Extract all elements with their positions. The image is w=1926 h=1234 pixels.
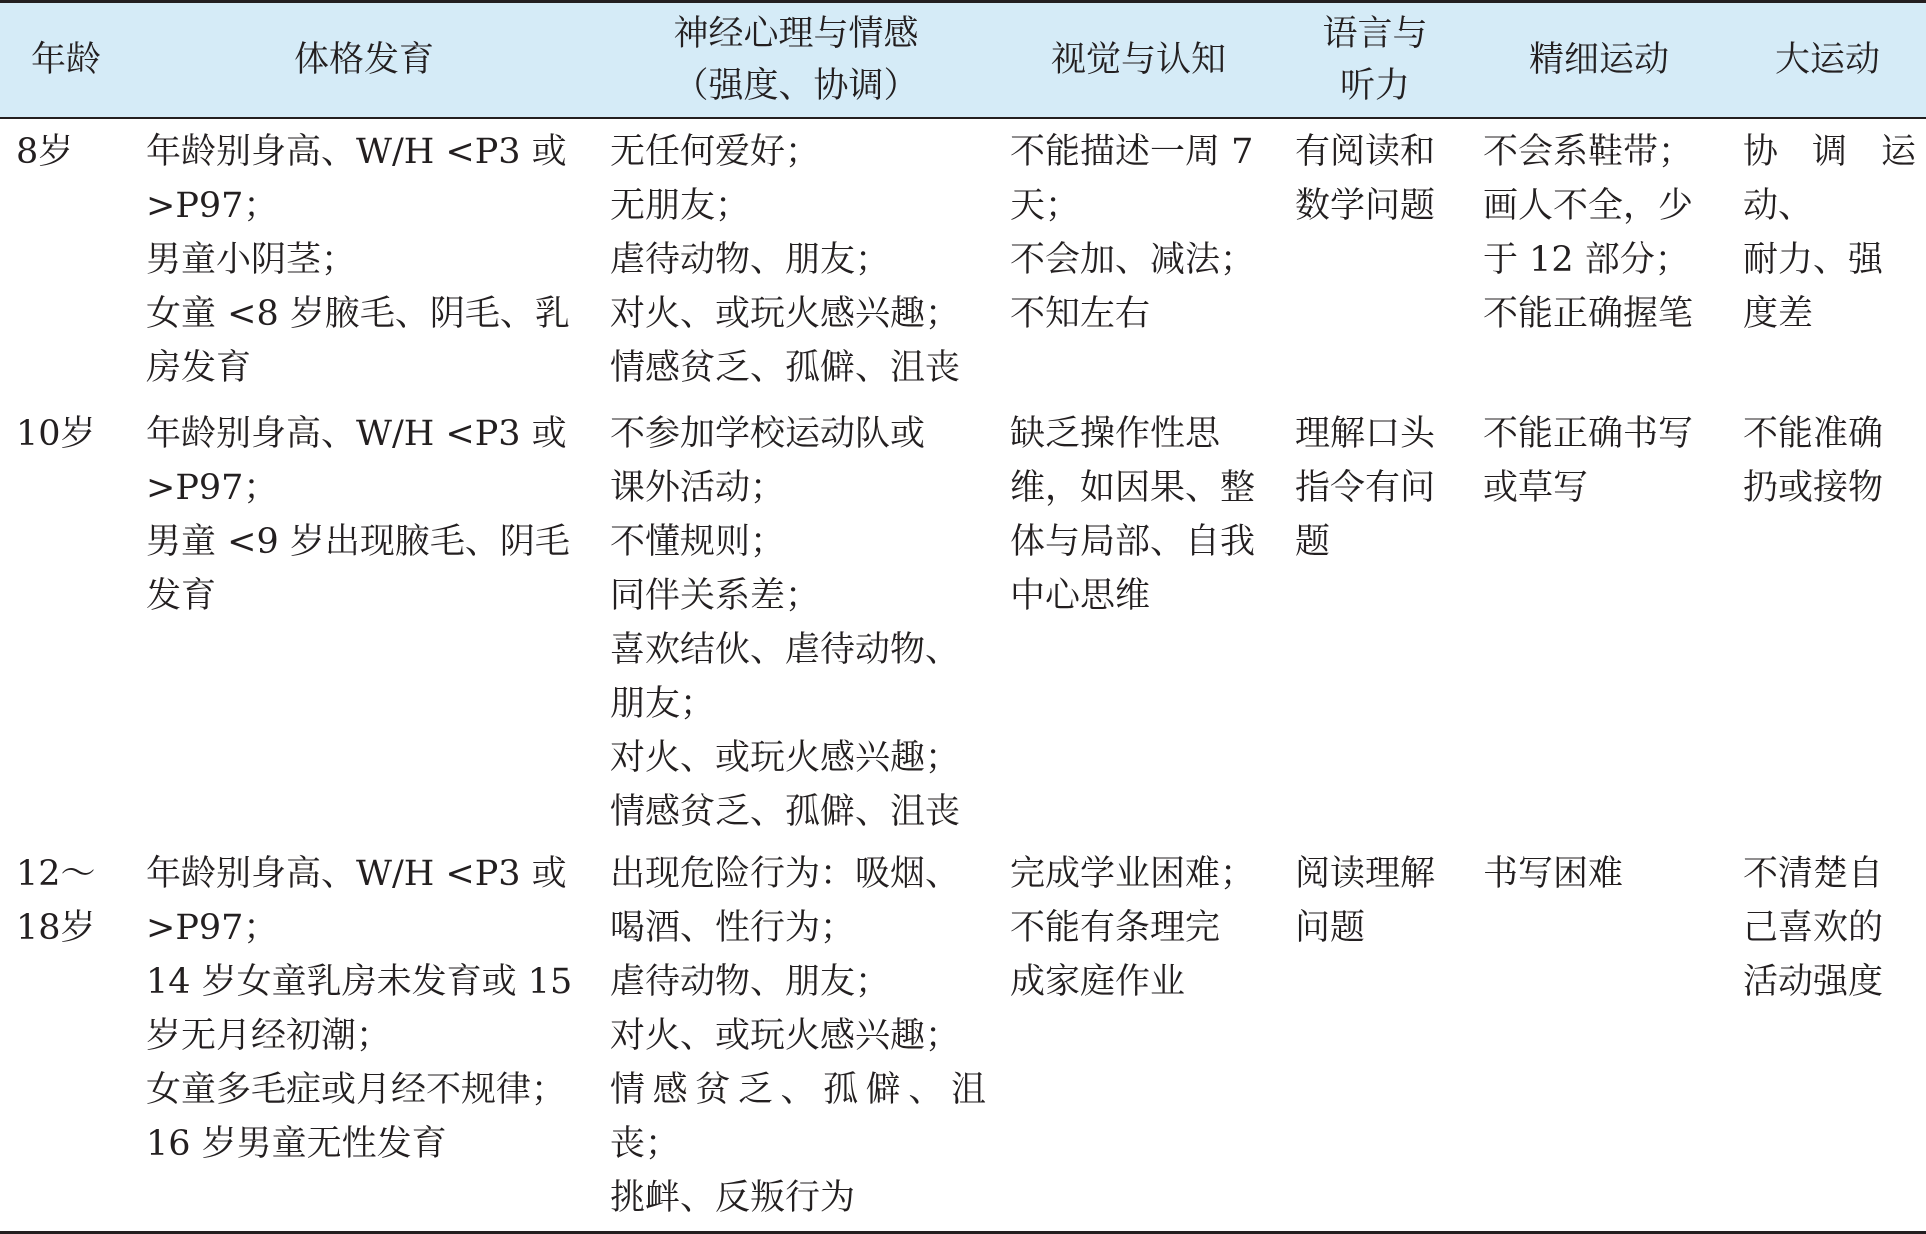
cell-line: >P97； xyxy=(146,186,279,226)
cell-line: 有阅读和 xyxy=(1295,132,1436,172)
cell-line: 房发育 xyxy=(146,348,252,388)
cell-line: 书写困难 xyxy=(1483,854,1624,894)
cell-line: 度差 xyxy=(1743,294,1814,334)
cell-line: 维，如因果、整 xyxy=(1010,468,1256,508)
neuro-cell xyxy=(596,118,996,401)
header-neuro-line: （强度、协调） xyxy=(673,66,919,106)
cell-line: 无朋友； xyxy=(610,186,751,226)
visual-cell xyxy=(996,401,1281,841)
gross-motor-cell xyxy=(1729,401,1926,841)
language-cell xyxy=(1281,841,1469,1233)
cell-line: 或草写 xyxy=(1483,468,1589,508)
cell-line: 于 12 部分； xyxy=(1483,240,1690,280)
cell-line: 成家庭作业 xyxy=(1010,962,1186,1002)
fine-motor-cell xyxy=(1469,118,1729,401)
cell-line: 14 岁女童乳房未发育或 15 xyxy=(146,962,573,1002)
cell-line: 不能正确握笔 xyxy=(1483,294,1694,334)
cell-line: 不懂规则； xyxy=(610,522,786,562)
header-physical: 体格发育 xyxy=(132,2,596,119)
cell-line: 不会加、减法； xyxy=(1010,240,1256,280)
cell-line: 不参加学校运动队或 xyxy=(610,414,926,454)
cell-line: 不能准确 xyxy=(1743,414,1884,454)
table-row xyxy=(0,841,1926,1233)
cell-line: 出现危险行为：吸烟、 xyxy=(610,854,961,894)
cell-line: 扔或接物 xyxy=(1743,468,1884,508)
cell-line: 阅读理解 xyxy=(1295,854,1436,894)
cell-line: >P97； xyxy=(146,468,279,508)
cell-line: 题 xyxy=(1295,522,1331,562)
table-header xyxy=(0,2,1926,119)
cell-line: 8岁 xyxy=(16,132,74,172)
cell-line: 不能描述一周 7 xyxy=(1010,132,1254,172)
cell-line: 完成学业困难； xyxy=(1010,854,1256,894)
cell-line: 虐待动物、朋友； xyxy=(610,962,891,1002)
physical-cell xyxy=(132,118,596,401)
visual-cell xyxy=(996,118,1281,401)
cell-line: 天； xyxy=(1010,186,1081,226)
neuro-cell xyxy=(596,401,996,841)
cell-line: 男童小阴茎； xyxy=(146,240,357,280)
table-body xyxy=(0,118,1926,1233)
cell-line: 年龄别身高、W/H <P3 或 xyxy=(146,132,567,172)
cell-line: 协调运动、 xyxy=(1743,132,1916,226)
cell-line: 活动强度 xyxy=(1743,962,1884,1002)
cell-line: >P97； xyxy=(146,908,279,948)
language-cell xyxy=(1281,401,1469,841)
table-row xyxy=(0,118,1926,401)
cell-line: 对火、或玩火感兴趣； xyxy=(610,1016,961,1056)
header-visual: 视觉与认知 xyxy=(996,2,1281,119)
language-cell xyxy=(1281,118,1469,401)
cell-line: 挑衅、反叛行为 xyxy=(610,1178,856,1218)
cell-line: 女童 <8 岁腋毛、阴毛、乳 xyxy=(146,294,570,334)
cell-line: 喝酒、性行为； xyxy=(610,908,856,948)
cell-line: 年龄别身高、W/H <P3 或 xyxy=(146,414,567,454)
cell-line: 不会系鞋带； xyxy=(1483,132,1694,172)
header-language-line: 语言与 xyxy=(1322,14,1428,54)
header-age: 年龄 xyxy=(0,2,132,119)
cell-line: 不清楚自 xyxy=(1743,854,1884,894)
cell-line: 16 岁男童无性发育 xyxy=(146,1124,447,1164)
cell-line: 无任何爱好； xyxy=(610,132,821,172)
cell-line: 情感贫乏、孤僻、沮丧 xyxy=(610,792,961,832)
cell-line: 课外活动； xyxy=(610,468,786,508)
physical-cell xyxy=(132,841,596,1233)
cell-line: 不知左右 xyxy=(1010,294,1151,334)
fine-motor-cell xyxy=(1469,401,1729,841)
cell-line: 虐待动物、朋友； xyxy=(610,240,891,280)
cell-line: 缺乏操作性思 xyxy=(1010,414,1221,454)
header-language-line: 听力 xyxy=(1339,66,1410,106)
cell-line: 画人不全，少 xyxy=(1483,186,1694,226)
cell-line: 不能正确书写 xyxy=(1483,414,1694,454)
cell-line: 不能有条理完 xyxy=(1010,908,1221,948)
cell-line: 发育 xyxy=(146,576,217,616)
cell-line: 同伴关系差； xyxy=(610,576,821,616)
cell-line: 年龄别身高、W/H <P3 或 xyxy=(146,854,567,894)
fine-motor-cell xyxy=(1469,841,1729,1233)
header-fine-motor: 精细运动 xyxy=(1469,2,1729,119)
header-gross-motor: 大运动 xyxy=(1729,2,1926,119)
cell-line: 岁无月经初潮； xyxy=(146,1016,392,1056)
age-cell xyxy=(0,401,132,841)
cell-line: 数学问题 xyxy=(1295,186,1436,226)
table-row xyxy=(0,401,1926,841)
cell-line: 男童 <9 岁出现腋毛、阴毛 xyxy=(146,522,570,562)
header-row xyxy=(0,2,1926,119)
age-cell xyxy=(0,118,132,401)
cell-line: 理解口头 xyxy=(1295,414,1436,454)
cell-line: 指令有问 xyxy=(1295,468,1436,508)
physical-cell xyxy=(132,401,596,841)
cell-line: 耐力、强 xyxy=(1743,240,1884,280)
header-neuro xyxy=(596,2,996,119)
cell-line: 女童多毛症或月经不规律； xyxy=(146,1070,567,1110)
header-language xyxy=(1281,2,1469,119)
neuro-cell xyxy=(596,841,996,1233)
cell-line: 18岁 xyxy=(16,908,96,948)
visual-cell xyxy=(996,841,1281,1233)
cell-line: 喜欢结伙、虐待动物、 xyxy=(610,630,961,670)
cell-line: 朋友； xyxy=(610,684,716,724)
cell-line: 对火、或玩火感兴趣； xyxy=(610,294,961,334)
cell-line: 己喜欢的 xyxy=(1743,908,1884,948)
cell-line: 中心思维 xyxy=(1010,576,1151,616)
cell-line: 情感贫乏、孤僻、沮丧； xyxy=(610,1070,986,1164)
age-cell xyxy=(0,841,132,1233)
cell-line: 对火、或玩火感兴趣； xyxy=(610,738,961,778)
cell-line: 情感贫乏、孤僻、沮丧 xyxy=(610,348,961,388)
cell-line: 12～ xyxy=(16,854,96,894)
cell-line: 体与局部、自我 xyxy=(1010,522,1256,562)
gross-motor-cell xyxy=(1729,841,1926,1233)
cell-line: 问题 xyxy=(1295,908,1366,948)
cell-line: 10岁 xyxy=(16,414,96,454)
header-neuro-line: 神经心理与情感 xyxy=(673,14,919,54)
gross-motor-cell xyxy=(1729,118,1926,401)
